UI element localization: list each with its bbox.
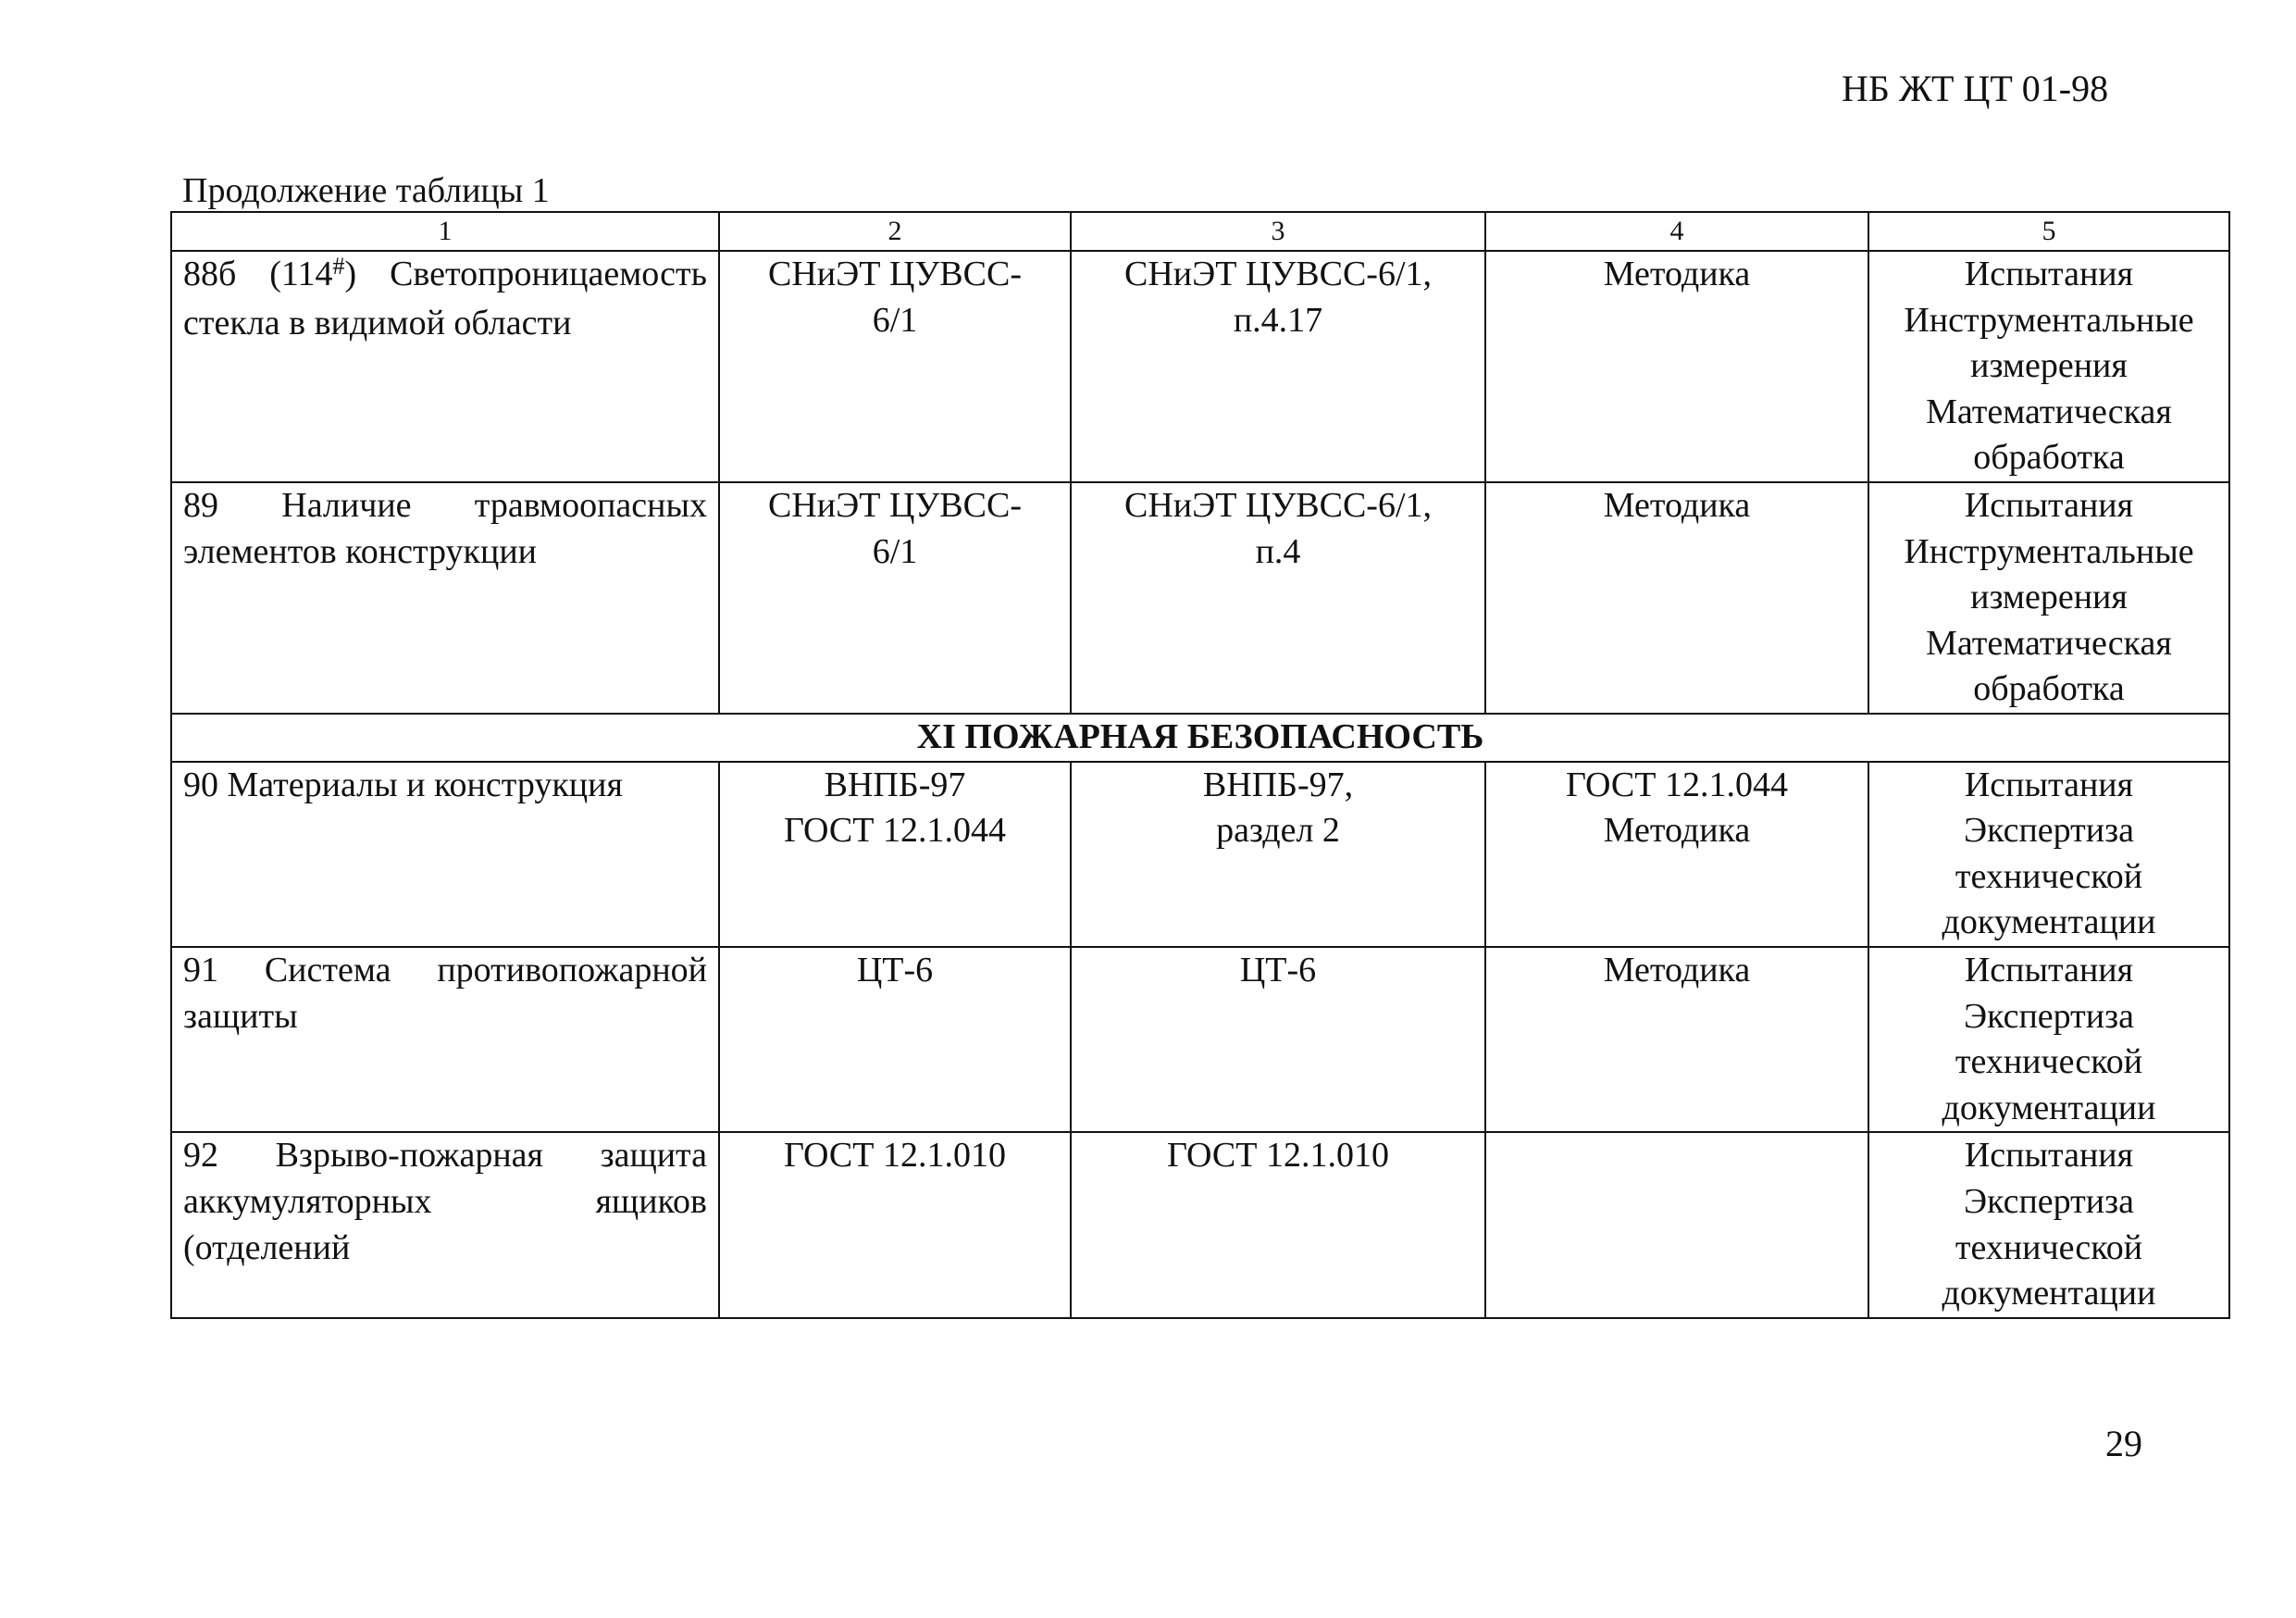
method-cell [1485, 762, 1868, 947]
verification-cell [1868, 762, 2229, 947]
cell-line: измерения [1970, 346, 2128, 386]
cell-line: Методика [1603, 255, 1751, 293]
cell-line: Методика [1603, 950, 1751, 989]
page-number: 29 [2105, 1423, 2142, 1464]
requirement-cell: 91 Система противопожарной защиты [171, 947, 719, 1132]
cell-line: ГОСТ 12.1.010 [1167, 1136, 1389, 1176]
cell-line: Математическая [1926, 623, 2172, 663]
cell-line: Методика [1603, 811, 1751, 851]
table-row [171, 482, 2229, 714]
normative-document-cell [719, 947, 1071, 1132]
cell-line: ГОСТ 12.1.044 [1566, 765, 1788, 804]
cell-line: Испытания [1964, 1136, 2134, 1176]
cell-line: технической [1955, 856, 2143, 896]
cell-line: ВНПБ-97, [1202, 765, 1354, 804]
table-row [171, 762, 2229, 947]
requirement-cell: 90 Материалы и конструкция [171, 762, 719, 947]
method-cell [1485, 251, 1868, 482]
verification-cell [1868, 482, 2229, 714]
cell-line: ГОСТ 12.1.010 [784, 1136, 1006, 1176]
cell-line: СНиЭТ ЦУВСС- [768, 486, 1022, 525]
column-number: 1 [171, 212, 719, 251]
cell-line: СНиЭТ ЦУВСС-6/1, [1123, 255, 1433, 293]
method-cell [1485, 947, 1868, 1132]
method-cell [1485, 482, 1868, 714]
requirements-table [170, 211, 2230, 1319]
cell-line: Методика [1603, 486, 1751, 525]
cell-line: Испытания [1964, 765, 2134, 804]
document-code: НБ ЖТ ЦТ 01-98 [1842, 68, 2109, 109]
normative-document-cell [719, 1132, 1071, 1317]
cell-line: СНиЭТ ЦУВСС-6/1, [1123, 486, 1433, 525]
cell-line: документации [1942, 902, 2156, 942]
column-number: 3 [1071, 212, 1485, 251]
table-row [171, 1132, 2229, 1317]
requirement-cell: 89 Наличие травмоопасных элементов конструкции [171, 482, 719, 714]
cell-line: ГОСТ 12.1.044 [784, 811, 1006, 851]
requirement-clause-cell [1071, 1132, 1485, 1317]
cell-line: Математическая [1926, 392, 2172, 431]
cell-line: обработка [1973, 438, 2125, 478]
column-number-row [171, 212, 2229, 251]
table-row [171, 251, 2229, 482]
requirement-cell [171, 251, 719, 482]
verification-cell [1868, 1132, 2229, 1317]
requirement-lead: 88б (114 [183, 255, 333, 293]
requirement-clause-cell [1071, 947, 1485, 1132]
cell-line: обработка [1973, 669, 2125, 709]
requirement-clause-cell [1071, 762, 1485, 947]
cell-line: документации [1942, 1274, 2156, 1313]
cell-line: СНиЭТ ЦУВСС- [768, 255, 1022, 293]
cell-line: измерения [1970, 578, 2128, 617]
table-caption: Продолжение таблицы 1 [182, 171, 550, 210]
normative-document-cell [719, 251, 1071, 482]
cell-line: 6/1 [872, 300, 918, 340]
table-row [171, 947, 2229, 1132]
cell-line: технической [1955, 1042, 2143, 1082]
verification-cell [1868, 251, 2229, 482]
cell-line: Экспертиза [1964, 996, 2134, 1036]
cell-line: Испытания [1964, 950, 2134, 989]
cell-line: ЦТ-6 [856, 950, 934, 989]
section-heading-row [171, 714, 2229, 762]
cell-line: ВНПБ-97 [824, 765, 966, 804]
requirement-cell: 92 Взрыво-пожарная защита аккумуляторных ящиков (отделений [171, 1132, 719, 1317]
normative-document-cell [719, 762, 1071, 947]
cell-line: Инструментальные [1904, 531, 2194, 571]
requirement-clause-cell [1071, 482, 1485, 714]
cell-line: п.4.17 [1233, 300, 1323, 340]
cell-line: Испытания [1964, 486, 2134, 525]
cell-line: Экспертиза [1964, 1181, 2134, 1221]
requirement-text: ) Светопроницаемость стекла в видимой области [183, 255, 707, 342]
cell-line: п.4 [1255, 531, 1301, 571]
requirement-clause-cell [1071, 251, 1485, 482]
footnote-mark: # [332, 253, 345, 280]
cell-line: технической [1955, 1227, 2143, 1267]
column-number: 4 [1485, 212, 1868, 251]
cell-line: 6/1 [872, 531, 918, 571]
section-title: XI ПОЖАРНАЯ БЕЗОПАСНОСТЬ [171, 714, 2229, 762]
column-number: 5 [1868, 212, 2229, 251]
cell-line: Экспертиза [1964, 811, 2134, 851]
cell-line: Испытания [1964, 255, 2134, 293]
cell-line: Инструментальные [1904, 300, 2194, 340]
normative-document-cell [719, 482, 1071, 714]
cell-line: раздел 2 [1216, 811, 1340, 851]
cell-line: документации [1942, 1088, 2156, 1127]
cell-line: ЦТ-6 [1239, 950, 1317, 989]
column-number: 2 [719, 212, 1071, 251]
method-cell [1485, 1132, 1868, 1317]
verification-cell [1868, 947, 2229, 1132]
